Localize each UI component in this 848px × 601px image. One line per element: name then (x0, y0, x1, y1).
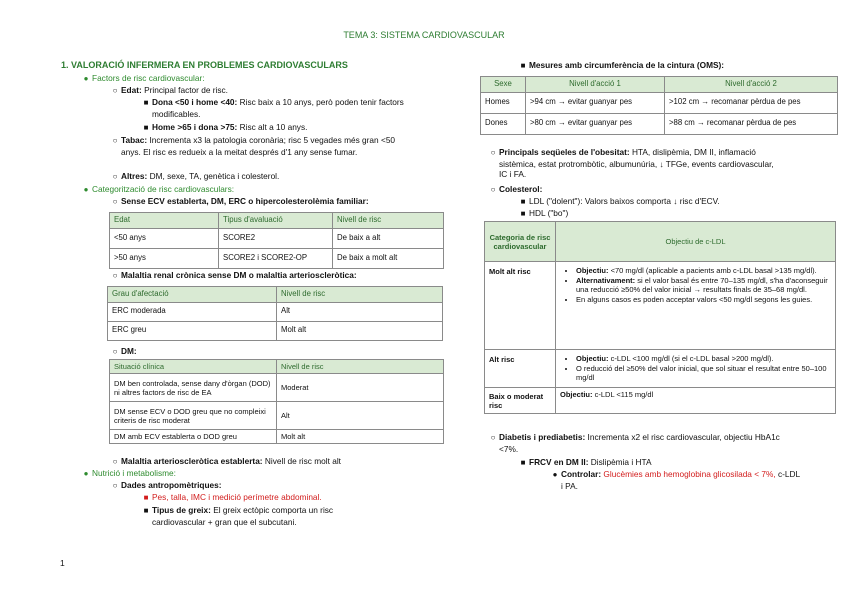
list-item: • En alguns casos es poden acceptar valors <50 mg/dl segons les guies. (576, 295, 831, 304)
square-bullet-icon: ■ (520, 197, 526, 206)
table-row: ERC greu Molt alt (108, 321, 443, 340)
square-bullet-icon: ■ (520, 458, 526, 467)
nutrition-heading: ● Nutrició i metabolisme: (92, 468, 176, 480)
bullet-icon: ● (83, 185, 89, 194)
table-row: <50 anys SCORE2 De baix a alt (110, 228, 444, 248)
page-number: 1 (60, 558, 65, 568)
square-bullet-icon: ■ (143, 123, 149, 132)
circle-bullet-icon: ○ (490, 185, 496, 194)
table-row: Homes >94 cm → evitar guanyar pes >102 cm → recomanar pèrdua de pes (481, 92, 838, 113)
square-bullet-icon: ■ (520, 61, 526, 70)
obesity-item: ○ Principals seqüeles de l'obesitat: HTA, dislipèmia, DM II, inflamació sistèmica, estat protrombòtic, albumunúria, ↓ TFGe, events cardiovascular, IC i FA. (499, 147, 779, 180)
circle-bullet-icon: ○ (112, 86, 118, 95)
bullet-icon: ● (83, 469, 89, 478)
square-bullet-icon: ■ (143, 98, 149, 107)
table-row: ERC moderada Alt (108, 302, 443, 321)
circle-bullet-icon: ○ (112, 197, 118, 206)
tobacco-item: ○ Tabac: Incrementa x3 la patologia coronària; risc 5 vegades més gran <50 anys. El risc es redueix a la meitat després d'1 any sense fumar. (121, 135, 401, 157)
list-item: • Objectiu: <70 mg/dl (aplicable a pacients amb c-LDL basal >135 mg/dl). (576, 266, 831, 275)
risk-factors-heading (83, 73, 205, 85)
list-item: • O reducció del ≥50% del valor inicial, que sol situar el resultat entre 50–100 mg/dl (576, 364, 831, 382)
diabetes-item: ○ Diabetis i prediabetis: Incrementa x2 el risc cardiovascular, objectiu HbA1c <7%. (499, 432, 799, 454)
risk-factors-label: Factors de risc cardiovascular: (92, 73, 205, 83)
control-item: ● Controlar: Glucèmies amb hemoglobina glicosilada < 7%, c-LDL i PA. (561, 469, 801, 491)
fat-type-item: ■ Tipus de greix: El greix ectòpic comporta un risc cardiovascular + gran que el subcutani. (152, 505, 382, 527)
dm-item: ○ DM: (121, 346, 137, 358)
list-item: • Alternativament: si el valor basal és entre 70–135 mg/dl, s'ha d'aconseguir una reducció ≥50% del valor inicial → resultats finals de 35–68 mg/dl. (576, 276, 831, 294)
bullet-icon: ● (552, 470, 558, 479)
circle-bullet-icon: ○ (112, 481, 118, 490)
cholesterol-item: ○ Colesterol: (499, 184, 542, 196)
table-row: DM ben controlada, sense dany d'òrgan (DOD) ni altres factors de risc de EA Moderat (110, 374, 444, 402)
table-row: DM amb ECV establerta o DOD greu Molt alt (110, 430, 444, 444)
table-row: Alt risc • Objectiu: c-LDL <100 mg/dl (si el c-LDL basal >200 mg/dl). • O reducció del ≥50% del valor inicial, que sol situar el resultat entre 50–100 mg/dl (485, 350, 836, 388)
square-bullet-icon: ■ (520, 209, 526, 218)
circle-bullet-icon: ○ (490, 148, 496, 157)
square-bullet-icon: ■ (143, 506, 149, 515)
table-row: Molt alt risc • Objectiu: <70 mg/dl (aplicable a pacients amb c-LDL basal >135 mg/dl). • Alternativament: si el valor basal és entre 70–135 mg/dl, s'ha d'aconseguir una reducció ≥50% del valor inicial → resultats finals de 35–68 mg/dl. • En alguns casos es poden acceptar valors <50 mg/dl segons les guies. (485, 262, 836, 350)
circle-bullet-icon: ○ (112, 347, 118, 356)
frcv-item: ■ FRCV en DM II: Dislipèmia i HTA (529, 457, 651, 469)
circle-bullet-icon: ○ (112, 172, 118, 181)
anthropo-item: ○ Dades antropomètriques: (121, 480, 222, 492)
ldl-item: ■ LDL ("dolent"): Valors baixos comporta ↓ risc d'ECV. (529, 196, 720, 208)
renal-item: ○ Malaltia renal crònica sense DM o malaltia arterioscleròtica: (121, 270, 357, 282)
no-ecv-item: ○ Sense ECV establerta, DM, ERC o hipercolesterolèmia familiar: (121, 196, 369, 208)
circle-bullet-icon: ○ (112, 457, 118, 466)
waist-table: Sexe Nivell d'acció 1 Nivell d'acció 2 Homes >94 cm → evitar guanyar pes >102 cm → recomanar pèrdua de pes Dones >80 cm → evitar guanyar pes >88 cm → recomanar pèrdua de pes (480, 76, 838, 135)
bullet-icon: ● (83, 74, 89, 83)
age-risk-table: Edat Tipus d'avaluació Nivell de risc <50 anys SCORE2 De baix a alt >50 anys SCORE2 i SCORE2-OP De baix a molt alt (109, 212, 444, 269)
circle-bullet-icon: ○ (490, 433, 496, 442)
waist-item: ■ Mesures amb circumferència de la cintura (OMS): (529, 60, 724, 72)
table-row: Baix o moderat risc Objectiu: c-LDL <115 mg/dl (485, 388, 836, 414)
age-item: ○ Edat: Principal factor de risc. (121, 85, 228, 97)
dm-risk-table: Situació clínica Nivell de risc DM ben controlada, sense dany d'òrgan (DOD) ni altres factors de risc de EA Moderat DM sense ECV o DOD greu que no compleixi criteris de risc moderat Alt DM amb ECV establerta o DOD greu Molt alt (109, 359, 444, 444)
section-heading: 1. VALORACIÓ INFERMERA EN PROBLEMES CARDIOVASCULARS (61, 60, 348, 70)
categorization-heading: ● Categorització de risc cardiovasculars: (92, 184, 234, 196)
table-row: Dones >80 cm → evitar guanyar pes >88 cm → recomanar pèrdua de pes (481, 113, 838, 134)
others-item: ○ Altres: DM, sexe, TA, genètica i colesterol. (121, 171, 279, 183)
men-item: ■ Home >65 i dona >75: Risc alt a 10 anys. (152, 122, 307, 134)
women-item: ■ Dona <50 i home <40: Risc baix a 10 anys, però poden tenir factors modificables. (152, 97, 407, 119)
hdl-item: ■ HDL ("bo") (529, 208, 568, 220)
circle-bullet-icon: ○ (112, 271, 118, 280)
athero-item: ○ Malaltia arterioscleròtica establerta: Nivell de risc molt alt (121, 456, 341, 468)
anthropo-measures-item: ■ Pes, talla, IMC i medició perímetre abdominal. (152, 492, 322, 504)
renal-risk-table: Grau d'afectació Nivell de risc ERC moderada Alt ERC greu Molt alt (107, 286, 443, 341)
table-row: >50 anys SCORE2 i SCORE2-OP De baix a molt alt (110, 248, 444, 268)
table-row: DM sense ECV o DOD greu que no compleixi criteris de risc moderat Alt (110, 402, 444, 430)
circle-bullet-icon: ○ (112, 136, 118, 145)
page-title: TEMA 3: SISTEMA CARDIOVASCULAR (343, 30, 505, 40)
ldl-target-table: Categoria de risc cardiovascular Objectiu de c-LDL Molt alt risc • Objectiu: <70 mg/dl (aplicable a pacients amb c-LDL basal >135 mg/dl). • Alternativament: si el valor basal és entre 70–135 mg/dl, s'ha d'aconseguir una reducció ≥50% del valor inicial → resultats finals de 35–68 mg/dl. • En alguns casos es poden acceptar valors <50 mg/dl segons les guies. Alt risc • Objectiu: c-LDL <100 mg/dl (si el c-LDL basal >200 mg/dl). • O reducció del ≥50% del valor inicial, que sol situar el resultat entre 50–100 mg/dl Baix o moderat risc Objectiu: c-LDL <115 mg/dl (484, 221, 836, 414)
square-bullet-icon: ■ (143, 493, 149, 502)
list-item: • Objectiu: c-LDL <100 mg/dl (si el c-LDL basal >200 mg/dl). (576, 354, 831, 363)
